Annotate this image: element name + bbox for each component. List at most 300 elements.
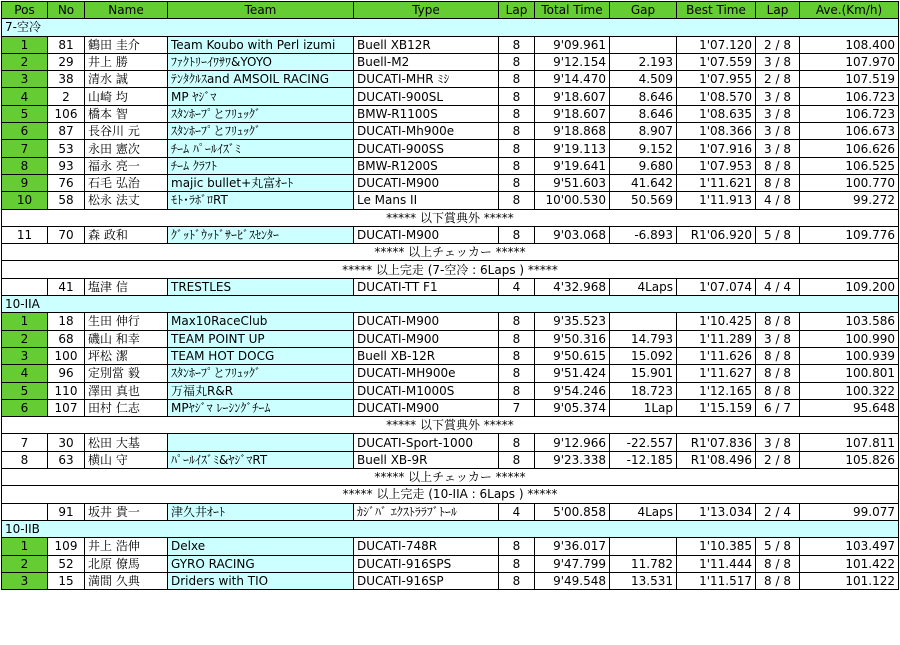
- cell-average-speed: 99.077: [800, 503, 899, 520]
- cell-average-speed: 95.648: [800, 399, 899, 416]
- cell-type: Buell XB-12R: [354, 347, 499, 364]
- header-lap: Lap: [499, 2, 535, 19]
- cell-total-time: 9'19.113: [535, 140, 610, 157]
- cell-gap: 2.193: [610, 53, 677, 70]
- cell-no: 15: [48, 572, 85, 589]
- table-row: [2, 71, 899, 88]
- cell-name: 長谷川 元: [85, 123, 168, 140]
- cell-pos: 7: [2, 434, 48, 451]
- cell-no: 41: [48, 278, 85, 295]
- section-header-row: [2, 19, 899, 36]
- table-row: [2, 399, 899, 416]
- results-table: [1, 1, 899, 590]
- cell-lap: 8: [499, 365, 535, 382]
- cell-no: 30: [48, 434, 85, 451]
- table-row: [2, 157, 899, 174]
- cell-no: 106: [48, 105, 85, 122]
- cell-pos: 2: [2, 330, 48, 347]
- table-row: [2, 174, 899, 191]
- cell-gap: [610, 538, 677, 555]
- note-row: [2, 469, 899, 486]
- header-total-time: Total Time: [535, 2, 610, 19]
- cell-lap: 8: [499, 71, 535, 88]
- cell-pos: 6: [2, 123, 48, 140]
- cell-best-time: 1'11.913: [677, 192, 756, 209]
- cell-name: 清水 誠: [85, 71, 168, 88]
- table-row: [2, 123, 899, 140]
- section-header-row: [2, 296, 899, 313]
- cell-team: Driders with TIO: [168, 572, 354, 589]
- cell-team: ﾊﾟｰﾙｲｽﾞﾐ&ﾔｼﾞﾏRT: [168, 451, 354, 468]
- cell-team: ﾁｰﾑ ﾊﾟｰﾙｲｽﾞﾐ: [168, 140, 354, 157]
- cell-team: MPﾔｼﾞﾏ ﾚｰｼﾝｸﾞﾁｰﾑ: [168, 399, 354, 416]
- cell-no: 18: [48, 313, 85, 330]
- cell-best-lap: 3 / 8: [756, 88, 800, 105]
- cell-total-time: 9'14.470: [535, 71, 610, 88]
- cell-name: 井上 勝: [85, 53, 168, 70]
- cell-pos: 1: [2, 36, 48, 53]
- cell-total-time: 9'54.246: [535, 382, 610, 399]
- cell-lap: 8: [499, 434, 535, 451]
- cell-gap: 9.680: [610, 157, 677, 174]
- cell-name: 横山 守: [85, 451, 168, 468]
- cell-average-speed: 106.723: [800, 105, 899, 122]
- cell-lap: 4: [499, 278, 535, 295]
- table-row: [2, 555, 899, 572]
- cell-pos: 11: [2, 226, 48, 243]
- cell-name: 北原 僚馬: [85, 555, 168, 572]
- cell-total-time: 9'47.799: [535, 555, 610, 572]
- note-row: [2, 417, 899, 434]
- cell-name: 松永 法丈: [85, 192, 168, 209]
- cell-no: 70: [48, 226, 85, 243]
- cell-best-time: R1'08.496: [677, 451, 756, 468]
- cell-lap: 8: [499, 347, 535, 364]
- header-row: [2, 2, 899, 19]
- cell-no: 107: [48, 399, 85, 416]
- note-text: ***** 以上完走 (10-IIA : 6Laps ) *****: [2, 486, 899, 503]
- cell-no: 100: [48, 347, 85, 364]
- cell-type: DUCATI-M900: [354, 313, 499, 330]
- cell-team: [168, 434, 354, 451]
- cell-average-speed: 106.525: [800, 157, 899, 174]
- cell-best-lap: 3 / 8: [756, 434, 800, 451]
- cell-pos: 8: [2, 157, 48, 174]
- cell-total-time: 10'00.530: [535, 192, 610, 209]
- cell-average-speed: 99.272: [800, 192, 899, 209]
- table-row: [2, 365, 899, 382]
- cell-best-lap: 8 / 8: [756, 555, 800, 572]
- cell-gap: 13.531: [610, 572, 677, 589]
- cell-name: 福永 亮一: [85, 157, 168, 174]
- cell-total-time: 9'09.961: [535, 36, 610, 53]
- cell-average-speed: 106.626: [800, 140, 899, 157]
- cell-gap: [610, 313, 677, 330]
- cell-best-time: 1'11.444: [677, 555, 756, 572]
- cell-pos: 6: [2, 399, 48, 416]
- cell-lap: 8: [499, 192, 535, 209]
- cell-best-time: 1'08.635: [677, 105, 756, 122]
- cell-type: DUCATI-900SL: [354, 88, 499, 105]
- cell-no: 81: [48, 36, 85, 53]
- cell-pos: 3: [2, 572, 48, 589]
- cell-best-time: 1'08.366: [677, 123, 756, 140]
- cell-gap: 8.646: [610, 105, 677, 122]
- cell-best-time: 1'07.120: [677, 36, 756, 53]
- cell-type: Buell-M2: [354, 53, 499, 70]
- cell-gap: -12.185: [610, 451, 677, 468]
- table-row: [2, 313, 899, 330]
- cell-average-speed: 101.122: [800, 572, 899, 589]
- table-row: [2, 192, 899, 209]
- cell-best-lap: 8 / 8: [756, 365, 800, 382]
- cell-average-speed: 106.723: [800, 88, 899, 105]
- cell-total-time: 9'50.316: [535, 330, 610, 347]
- cell-team: ﾁｰﾑ ｸﾗﾌﾄ: [168, 157, 354, 174]
- cell-team: 万福丸R&R: [168, 382, 354, 399]
- cell-team: Delxe: [168, 538, 354, 555]
- cell-best-lap: 6 / 7: [756, 399, 800, 416]
- cell-name: 磯山 和幸: [85, 330, 168, 347]
- cell-team: ﾃﾝﾀｸﾙｽand AMSOIL RACING: [168, 71, 354, 88]
- cell-average-speed: 100.801: [800, 365, 899, 382]
- cell-no: 76: [48, 174, 85, 191]
- cell-team: Team Koubo with Perl izumi: [168, 36, 354, 53]
- cell-type: DUCATI-Mh900e: [354, 123, 499, 140]
- cell-total-time: 9'36.017: [535, 538, 610, 555]
- section-title: 7-空冷: [2, 19, 899, 36]
- cell-type: ｶｼﾞﾊﾞ ｴｸｽﾄﾗﾗﾌﾞﾄｰﾙ: [354, 503, 499, 520]
- cell-best-lap: 3 / 8: [756, 330, 800, 347]
- cell-team: GYRO RACING: [168, 555, 354, 572]
- cell-average-speed: 100.939: [800, 347, 899, 364]
- cell-name: 橋本 智: [85, 105, 168, 122]
- note-text: ***** 以上チェッカー *****: [2, 469, 899, 486]
- cell-lap: 8: [499, 157, 535, 174]
- cell-team: Max10RaceClub: [168, 313, 354, 330]
- cell-type: BMW-R1200S: [354, 157, 499, 174]
- cell-gap: 50.569: [610, 192, 677, 209]
- cell-total-time: 9'50.615: [535, 347, 610, 364]
- header-best-lap: Lap: [756, 2, 800, 19]
- cell-pos: [2, 503, 48, 520]
- cell-best-lap: 5 / 8: [756, 226, 800, 243]
- cell-team: TEAM HOT DOCG: [168, 347, 354, 364]
- section-title: 10-IIA: [2, 296, 899, 313]
- cell-best-time: 1'10.425: [677, 313, 756, 330]
- cell-pos: [2, 278, 48, 295]
- cell-pos: 1: [2, 538, 48, 555]
- cell-pos: 4: [2, 365, 48, 382]
- cell-name: 永田 憲次: [85, 140, 168, 157]
- cell-pos: 3: [2, 71, 48, 88]
- cell-lap: 8: [499, 226, 535, 243]
- cell-average-speed: 107.519: [800, 71, 899, 88]
- cell-best-time: 1'10.385: [677, 538, 756, 555]
- cell-name: 森 政和: [85, 226, 168, 243]
- cell-average-speed: 103.497: [800, 538, 899, 555]
- cell-best-time: 1'15.159: [677, 399, 756, 416]
- cell-pos: 7: [2, 140, 48, 157]
- cell-gap: 14.793: [610, 330, 677, 347]
- cell-no: 91: [48, 503, 85, 520]
- table-row: [2, 538, 899, 555]
- cell-type: DUCATI-M900: [354, 174, 499, 191]
- cell-best-lap: 4 / 4: [756, 278, 800, 295]
- cell-type: DUCATI-916SPS: [354, 555, 499, 572]
- cell-team: ﾓﾄ･ﾗﾎﾞﾛRT: [168, 192, 354, 209]
- cell-total-time: 9'12.966: [535, 434, 610, 451]
- cell-gap: 41.642: [610, 174, 677, 191]
- cell-lap: 8: [499, 36, 535, 53]
- cell-average-speed: 107.811: [800, 434, 899, 451]
- cell-name: 生田 伸行: [85, 313, 168, 330]
- cell-team: ｽﾀﾝﾎｰﾌﾟとﾌﾘｭｯｸﾞ: [168, 365, 354, 382]
- table-row: [2, 53, 899, 70]
- table-row: [2, 434, 899, 451]
- cell-best-time: 1'07.916: [677, 140, 756, 157]
- cell-total-time: 5'00.858: [535, 503, 610, 520]
- cell-type: Le Mans II: [354, 192, 499, 209]
- table-row: [2, 226, 899, 243]
- cell-best-time: 1'11.627: [677, 365, 756, 382]
- cell-no: 110: [48, 382, 85, 399]
- cell-lap: 4: [499, 503, 535, 520]
- cell-name: 坂井 貴一: [85, 503, 168, 520]
- section-header-row: [2, 520, 899, 537]
- cell-total-time: 9'51.424: [535, 365, 610, 382]
- cell-team: TEAM POINT UP: [168, 330, 354, 347]
- cell-average-speed: 103.586: [800, 313, 899, 330]
- cell-best-lap: 2 / 8: [756, 71, 800, 88]
- cell-pos: 2: [2, 53, 48, 70]
- cell-no: 87: [48, 123, 85, 140]
- cell-best-time: 1'11.626: [677, 347, 756, 364]
- header-best-time: Best Time: [677, 2, 756, 19]
- cell-no: 63: [48, 451, 85, 468]
- cell-best-lap: 8 / 8: [756, 174, 800, 191]
- cell-gap: -6.893: [610, 226, 677, 243]
- cell-total-time: 9'18.868: [535, 123, 610, 140]
- cell-best-lap: 8 / 8: [756, 313, 800, 330]
- cell-best-lap: 3 / 8: [756, 123, 800, 140]
- cell-team: 津久井ｵｰﾄ: [168, 503, 354, 520]
- cell-gap: 4.509: [610, 71, 677, 88]
- cell-type: DUCATI-Sport-1000: [354, 434, 499, 451]
- cell-type: DUCATI-M900: [354, 399, 499, 416]
- cell-name: 坪松 潔: [85, 347, 168, 364]
- cell-total-time: 9'18.607: [535, 105, 610, 122]
- cell-total-time: 4'32.968: [535, 278, 610, 295]
- cell-best-time: 1'08.570: [677, 88, 756, 105]
- cell-lap: 8: [499, 105, 535, 122]
- cell-average-speed: 105.826: [800, 451, 899, 468]
- cell-no: 38: [48, 71, 85, 88]
- cell-no: 58: [48, 192, 85, 209]
- cell-average-speed: 108.400: [800, 36, 899, 53]
- cell-type: DUCATI-748R: [354, 538, 499, 555]
- cell-gap: [610, 36, 677, 53]
- cell-pos: 4: [2, 88, 48, 105]
- header-gap: Gap: [610, 2, 677, 19]
- cell-lap: 8: [499, 174, 535, 191]
- cell-name: 田村 仁志: [85, 399, 168, 416]
- cell-total-time: 9'51.603: [535, 174, 610, 191]
- cell-best-lap: 4 / 8: [756, 192, 800, 209]
- cell-name: 石毛 弘治: [85, 174, 168, 191]
- table-row: [2, 572, 899, 589]
- cell-name: 松田 大基: [85, 434, 168, 451]
- cell-gap: 8.646: [610, 88, 677, 105]
- cell-lap: 8: [499, 123, 535, 140]
- cell-best-time: 1'11.621: [677, 174, 756, 191]
- cell-pos: 2: [2, 555, 48, 572]
- note-row: [2, 486, 899, 503]
- cell-gap: 4Laps: [610, 278, 677, 295]
- cell-pos: 9: [2, 174, 48, 191]
- cell-type: DUCATI-M900: [354, 226, 499, 243]
- cell-team: majic bullet+丸富ｵｰﾄ: [168, 174, 354, 191]
- cell-best-time: 1'07.074: [677, 278, 756, 295]
- cell-best-time: 1'07.953: [677, 157, 756, 174]
- cell-name: 井上 浩伸: [85, 538, 168, 555]
- cell-no: 109: [48, 538, 85, 555]
- cell-name: 満間 久典: [85, 572, 168, 589]
- cell-type: DUCATI-M1000S: [354, 382, 499, 399]
- cell-average-speed: 107.970: [800, 53, 899, 70]
- cell-lap: 8: [499, 382, 535, 399]
- note-text: ***** 以上チェッカー *****: [2, 244, 899, 261]
- cell-type: Buell XB-9R: [354, 451, 499, 468]
- cell-average-speed: 101.422: [800, 555, 899, 572]
- cell-best-time: R1'06.920: [677, 226, 756, 243]
- cell-average-speed: 100.990: [800, 330, 899, 347]
- table-row: [2, 105, 899, 122]
- cell-gap: 15.901: [610, 365, 677, 382]
- cell-lap: 8: [499, 538, 535, 555]
- cell-total-time: 9'12.154: [535, 53, 610, 70]
- note-row: [2, 244, 899, 261]
- cell-gap: 9.152: [610, 140, 677, 157]
- cell-average-speed: 100.770: [800, 174, 899, 191]
- cell-pos: 5: [2, 105, 48, 122]
- cell-no: 68: [48, 330, 85, 347]
- note-text: ***** 以下賞典外 *****: [2, 209, 899, 226]
- cell-lap: 7: [499, 399, 535, 416]
- cell-type: DUCATI-MHR ﾐｼ: [354, 71, 499, 88]
- cell-total-time: 9'05.374: [535, 399, 610, 416]
- cell-average-speed: 109.776: [800, 226, 899, 243]
- cell-type: DUCATI-916SP: [354, 572, 499, 589]
- table-row: [2, 451, 899, 468]
- table-row: [2, 503, 899, 520]
- cell-pos: 5: [2, 382, 48, 399]
- cell-gap: 18.723: [610, 382, 677, 399]
- cell-no: 29: [48, 53, 85, 70]
- header-name: Name: [85, 2, 168, 19]
- cell-best-time: 1'11.289: [677, 330, 756, 347]
- cell-type: DUCATI-900SS: [354, 140, 499, 157]
- cell-team: ｸﾞｯﾄﾞｳｯﾄﾞｻｰﾋﾞｽｾﾝﾀｰ: [168, 226, 354, 243]
- cell-gap: -22.557: [610, 434, 677, 451]
- cell-lap: 8: [499, 555, 535, 572]
- cell-pos: 10: [2, 192, 48, 209]
- cell-name: 山崎 均: [85, 88, 168, 105]
- cell-no: 93: [48, 157, 85, 174]
- cell-gap: 8.907: [610, 123, 677, 140]
- section-title: 10-IIB: [2, 520, 899, 537]
- cell-best-lap: 2 / 8: [756, 36, 800, 53]
- table-row: [2, 330, 899, 347]
- table-row: [2, 140, 899, 157]
- cell-best-lap: 8 / 8: [756, 347, 800, 364]
- header-average-speed: Ave.(Km/h): [800, 2, 899, 19]
- cell-gap: 1Lap: [610, 399, 677, 416]
- cell-type: DUCATI-M900: [354, 330, 499, 347]
- cell-total-time: 9'19.641: [535, 157, 610, 174]
- note-row: [2, 209, 899, 226]
- cell-best-lap: 2 / 8: [756, 451, 800, 468]
- cell-total-time: 9'03.068: [535, 226, 610, 243]
- cell-best-lap: 2 / 4: [756, 503, 800, 520]
- cell-lap: 8: [499, 88, 535, 105]
- cell-lap: 8: [499, 451, 535, 468]
- header-pos: Pos: [2, 2, 48, 19]
- cell-best-time: 1'11.517: [677, 572, 756, 589]
- cell-no: 52: [48, 555, 85, 572]
- cell-pos: 1: [2, 313, 48, 330]
- cell-name: 定別當 毅: [85, 365, 168, 382]
- cell-best-time: 1'07.559: [677, 53, 756, 70]
- cell-gap: 11.782: [610, 555, 677, 572]
- cell-best-time: 1'07.955: [677, 71, 756, 88]
- cell-best-lap: 5 / 8: [756, 538, 800, 555]
- cell-total-time: 9'18.607: [535, 88, 610, 105]
- cell-pos: 3: [2, 347, 48, 364]
- table-row: [2, 88, 899, 105]
- cell-type: BMW-R1100S: [354, 105, 499, 122]
- cell-lap: 8: [499, 140, 535, 157]
- cell-average-speed: 109.200: [800, 278, 899, 295]
- cell-total-time: 9'49.548: [535, 572, 610, 589]
- cell-total-time: 9'23.338: [535, 451, 610, 468]
- cell-lap: 8: [499, 572, 535, 589]
- table-row: [2, 382, 899, 399]
- cell-name: 鶴田 圭介: [85, 36, 168, 53]
- cell-best-time: 1'13.034: [677, 503, 756, 520]
- note-text: ***** 以上完走 (7-空冷 : 6Laps ) *****: [2, 261, 899, 278]
- cell-best-lap: 3 / 8: [756, 53, 800, 70]
- cell-average-speed: 100.322: [800, 382, 899, 399]
- cell-type: Buell XB12R: [354, 36, 499, 53]
- cell-lap: 8: [499, 330, 535, 347]
- cell-name: 塩津 信: [85, 278, 168, 295]
- note-text: ***** 以下賞典外 *****: [2, 417, 899, 434]
- cell-average-speed: 106.673: [800, 123, 899, 140]
- header-type: Type: [354, 2, 499, 19]
- cell-lap: 8: [499, 313, 535, 330]
- table-row: [2, 36, 899, 53]
- cell-total-time: 9'35.523: [535, 313, 610, 330]
- header-team: Team: [168, 2, 354, 19]
- cell-best-lap: 8 / 8: [756, 157, 800, 174]
- cell-best-lap: 3 / 8: [756, 105, 800, 122]
- cell-team: TRESTLES: [168, 278, 354, 295]
- cell-team: ｽﾀﾝﾎｰﾌﾟとﾌﾘｭｯｸﾞ: [168, 105, 354, 122]
- cell-best-time: 1'12.165: [677, 382, 756, 399]
- results-body: [2, 19, 899, 590]
- cell-no: 53: [48, 140, 85, 157]
